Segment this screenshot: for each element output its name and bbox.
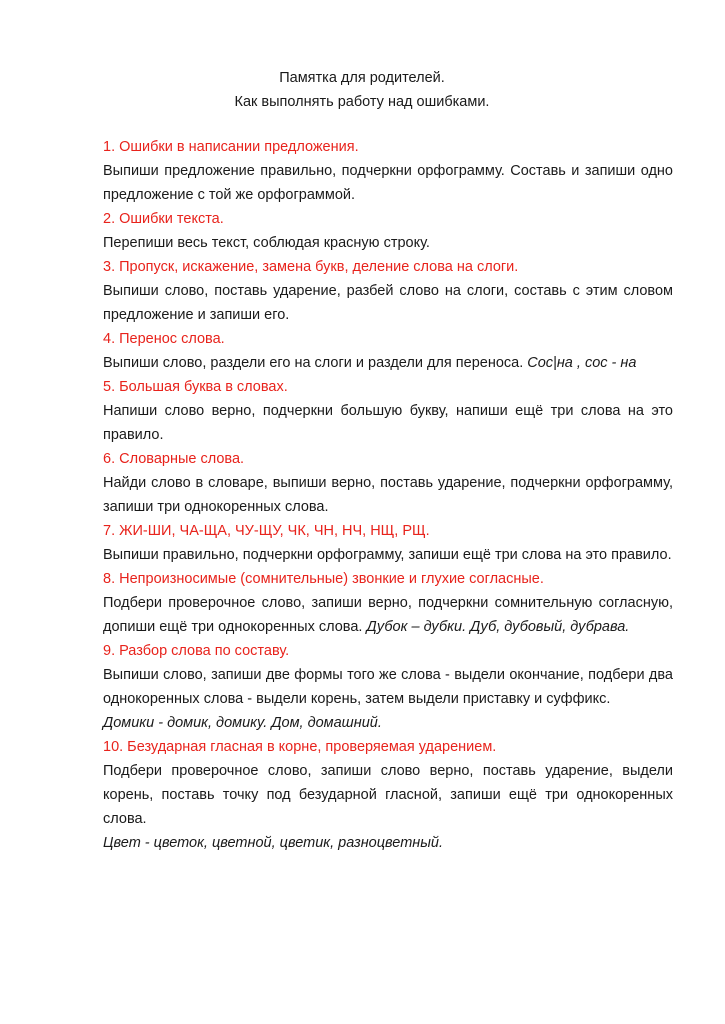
section-7 [103,519,673,567]
section-heading: 2. Ошибки текста. [103,211,224,227]
section-body-text: Выпиши слово, раздели его на слоги и раздели для переноса. [103,355,524,371]
section-heading: 8. Непроизносимые (сомнительные) звонкие и глухие согласные. [103,571,544,587]
section-2 [103,207,673,255]
section-example: Цвет - цветок, цветной, цветик, разноцветный. [103,835,444,851]
section-5 [103,375,673,447]
document-title [51,66,673,114]
section-heading: 3. Пропуск, искажение, замена букв, деление слова на слоги. [103,259,519,275]
section-heading: 1. Ошибки в написании предложения. [103,139,359,155]
section-heading: 6. Словарные слова. [103,451,245,467]
title-line-1: Памятка для родителей. [279,70,445,86]
inline-example: Дубок – дубки. Дуб, дубовый, дубрава. [366,619,630,635]
section-heading: 9. Разбор слова по составу. [103,643,290,659]
inline-example: Сос|на , сос - на [527,355,637,371]
section-6 [103,447,673,519]
section-4 [103,327,673,375]
section-body-with-example [103,591,673,639]
title-line-2: Как выполнять работу над ошибками. [234,94,490,110]
section-body: Выпиши слово, запиши две формы того же слова - выдели окончание, подбери два однокоренных слова - выдели корень, затем выдели приставку и суффикс. [103,667,673,707]
section-example: Домики - домик, домику. Дом, домашний. [103,715,382,731]
section-body: Найди слово в словаре, выпиши верно, поставь ударение, подчеркни орфограмму, запиши три однокоренных слова. [103,475,673,515]
section-body: Подбери проверочное слово, запиши слово верно, поставь ударение, выдели корень, поставь точку под безударной гласной, запиши ещё три однокоренных слова. [103,763,673,827]
section-body-with-example [103,351,673,375]
section-body: Напиши слово верно, подчеркни большую букву, напиши ещё три слова на это правило. [103,403,673,443]
section-1 [103,135,673,207]
section-9 [103,639,673,735]
section-body: Выпиши правильно, подчеркни орфограмму, запиши ещё три слова на это правило. [103,547,672,563]
section-body: Выпиши слово, поставь ударение, разбей слово на слоги, составь с этим словом предложение и запиши его. [103,283,673,323]
section-body: Выпиши предложение правильно, подчеркни орфограмму. Составь и запиши одно предложение с той же орфограммой. [103,163,673,203]
section-8 [103,567,673,639]
section-3 [103,255,673,327]
section-body: Перепиши весь текст, соблюдая красную строку. [103,235,430,251]
section-heading: 7. ЖИ-ШИ, ЧА-ЩА, ЧУ-ЩУ, ЧК, ЧН, НЧ, НЩ, РЩ. [103,523,430,539]
section-heading: 5. Большая буква в словах. [103,379,288,395]
section-heading: 10. Безударная гласная в корне, проверяемая ударением. [103,739,497,755]
section-heading: 4. Перенос слова. [103,331,225,347]
section-body-text: Подбери проверочное слово, запиши верно, подчеркни сомнительную согласную, допиши ещё три однокоренных слова. [103,595,673,635]
section-10 [103,735,673,855]
